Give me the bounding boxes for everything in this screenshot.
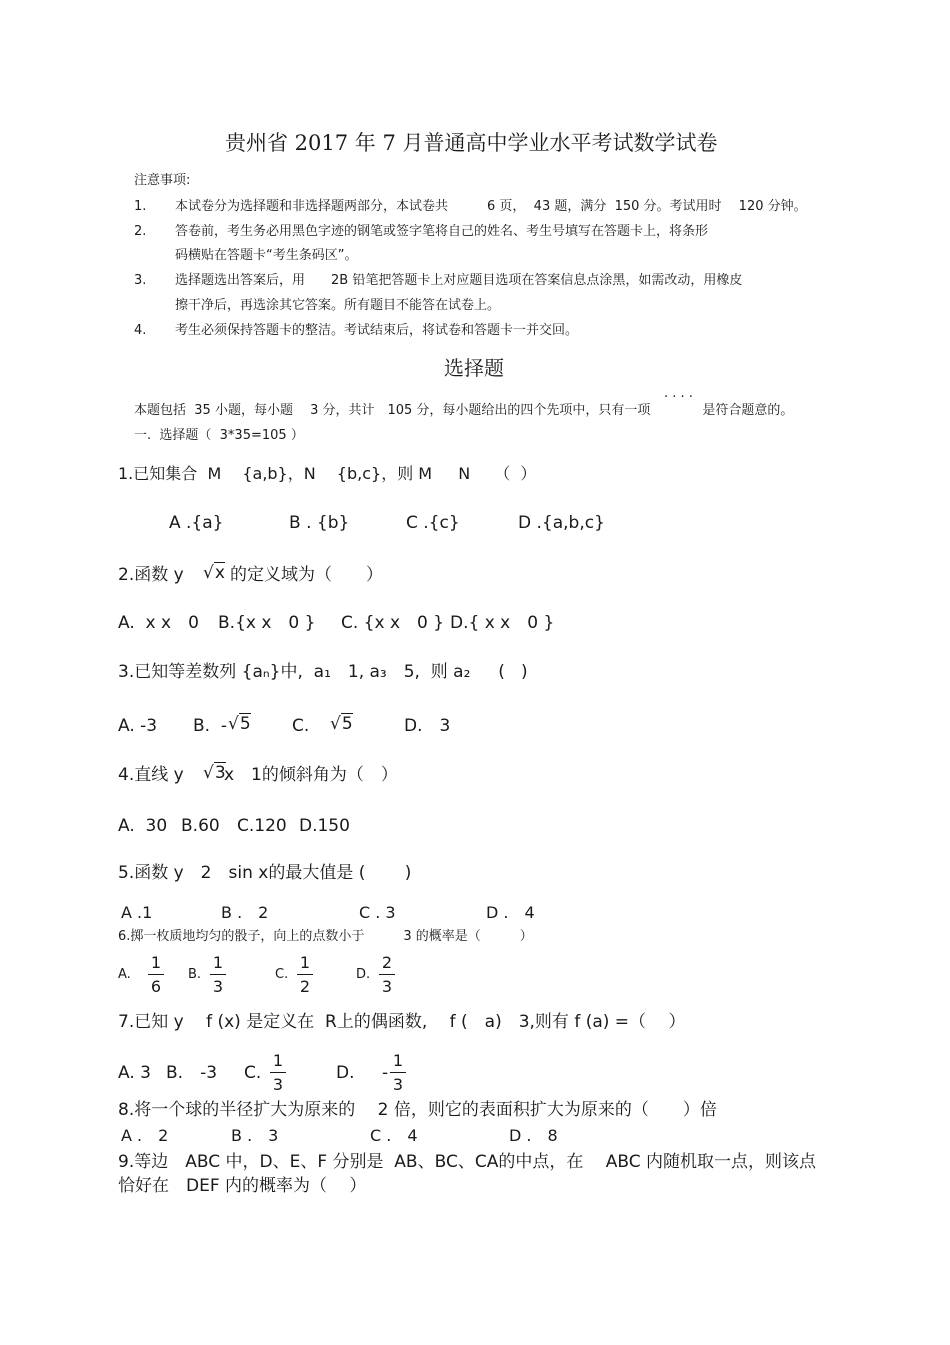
radicand: 3 xyxy=(214,763,226,783)
question-6-option-label: A. xyxy=(118,967,131,982)
fraction: 1 3 xyxy=(388,1053,408,1093)
notice-item-number: 3. xyxy=(134,273,147,288)
section-part: 一. 选择题（ 3*35=105 ） xyxy=(134,428,304,443)
question-2-option: A. x x 0 xyxy=(118,613,199,633)
question-1-option: D .{a,b,c} xyxy=(518,513,605,533)
question-8-option: B . 3 xyxy=(231,1126,279,1145)
question-4-stem: 4.直线 y xyxy=(118,765,184,785)
question-5-option: D . 4 xyxy=(486,903,535,922)
notice-item-text: 本试卷分为选择题和非选择题两部分，本试卷共 6 页， 43 题，满分 150 分。考试用时 120 分钟。 xyxy=(175,199,807,214)
question-6-option-label: D. xyxy=(356,967,371,982)
radicand: 5 xyxy=(341,714,353,734)
notice-item-text: 考生必须保持答题卡的整洁。考试结束后，将试卷和答题卡一并交回。 xyxy=(175,323,579,338)
sqrt-icon: √ xyxy=(203,563,214,583)
question-3-option: B. - xyxy=(193,716,228,736)
notice-item-text: 码横贴在答题卡“考生条码区”。 xyxy=(175,248,358,263)
question-4-option: A. 30 xyxy=(118,816,168,836)
sqrt-expression xyxy=(203,765,226,782)
question-8-option: C . 4 xyxy=(370,1126,418,1145)
question-6-option-label: C. xyxy=(275,967,289,982)
notice-heading: 注意事项: xyxy=(134,173,191,188)
question-3-option: C. xyxy=(292,716,310,736)
question-5-stem: 5.函数 y 2 sin x的最大值是 ( ) xyxy=(118,863,412,883)
section-intro: 本题包括 35 小题，每小题 3 分，共计 105 分，每小题给出的四个先项中，只有一项 是符合题意的。 xyxy=(134,403,794,418)
notice-item-number: 2. xyxy=(134,224,147,239)
notice-item-text: 擦干净后，再选涂其它答案。所有题目不能答在试卷上。 xyxy=(175,298,501,313)
question-9-stem: 9.等边 ABC 中，D、E、F 分别是 AB、BC、CA的中点，在 ABC 内随机取一点，则该点 xyxy=(118,1152,817,1172)
question-4-option: C.120 xyxy=(237,816,287,836)
section-title: 选择题 xyxy=(444,356,504,380)
notice-item-text: 选择题选出答案后，用 2B 铅笔把答题卡上对应题目选项在答案信息点涂黑，如需改动，用橡皮 xyxy=(175,273,743,288)
question-2-option: D.{ x x 0 } xyxy=(450,613,555,633)
question-7-option: A. 3 xyxy=(118,1063,151,1083)
question-7-option: B. -3 xyxy=(166,1063,218,1083)
question-1-option: C .{c} xyxy=(406,513,460,533)
question-7-option: D. xyxy=(336,1063,355,1083)
question-2-stem: 的定义域为（ ） xyxy=(230,565,383,585)
sqrt-expression xyxy=(203,565,225,582)
minus-sign: - xyxy=(382,1063,389,1083)
notice-item-number: 4. xyxy=(134,323,147,338)
question-7-stem: 7.已知 y f (x) 是定义在 R上的偶函数, f ( a) 3,则有 f (a) =（ ） xyxy=(118,1012,686,1032)
question-2-stem: 2.函数 y xyxy=(118,565,184,585)
sqrt-icon: √ xyxy=(203,763,214,783)
radicand: x xyxy=(214,563,225,583)
sqrt-icon: √ xyxy=(228,714,239,734)
fraction: 1 2 xyxy=(295,955,315,995)
radicand: 5 xyxy=(239,714,251,734)
page-title: 贵州省 2017 年 7 月普通高中学业水平考试数学试卷 xyxy=(225,131,718,155)
question-9-stem: 恰好在 DEF 内的概率为（ ） xyxy=(118,1176,367,1196)
sqrt-icon: √ xyxy=(330,714,341,734)
emphasis-dots: · · · · xyxy=(664,390,693,405)
question-8-option: A . 2 xyxy=(121,1126,169,1145)
sqrt-expression xyxy=(330,716,353,733)
fraction: 1 3 xyxy=(208,955,228,995)
question-7-option: C. xyxy=(244,1063,262,1083)
question-2-option: C. {x x 0 } xyxy=(341,613,445,633)
question-6-option-label: B. xyxy=(188,967,202,982)
question-1-option: A .{a} xyxy=(169,513,224,533)
question-4-option: D.150 xyxy=(299,816,350,836)
notice-item-text: 答卷前，考生务必用黑色字迹的钢笔或签字笔将自己的姓名、考生号填写在答题卡上，将条形 xyxy=(175,224,709,239)
question-8-stem: 8.将一个球的半径扩大为原来的 2 倍，则它的表面积扩大为原来的（ ）倍 xyxy=(118,1100,717,1120)
question-6-stem: 6.掷一枚质地均匀的骰子，向上的点数小于 3 的概率是（ ） xyxy=(118,929,533,944)
question-3-option: A. -3 xyxy=(118,716,158,736)
question-4-option: B.60 xyxy=(181,816,220,836)
fraction: 1 3 xyxy=(268,1053,288,1093)
sqrt-expression xyxy=(228,716,251,733)
question-5-option: C . 3 xyxy=(359,903,396,922)
notice-item-number: 1. xyxy=(134,199,147,214)
fraction: 1 6 xyxy=(146,955,166,995)
question-2-option: B.{x x 0 } xyxy=(218,613,316,633)
question-5-option: A .1 xyxy=(121,903,153,922)
fraction: 2 3 xyxy=(377,955,397,995)
question-5-option: B . 2 xyxy=(221,903,269,922)
question-1-option: B . {b} xyxy=(289,513,350,533)
question-1-stem: 1.已知集合 M {a,b}，N {b,c}，则 M N （ ） xyxy=(118,464,537,483)
question-8-option: D . 8 xyxy=(509,1126,558,1145)
question-3-stem: 3.已知等差数列 {aₙ}中, a₁ 1, a₃ 5, 则 a₂ ( ) xyxy=(118,662,528,682)
question-4-stem: x 1的倾斜角为（ ） xyxy=(224,765,398,785)
question-3-option: D. 3 xyxy=(404,716,451,736)
